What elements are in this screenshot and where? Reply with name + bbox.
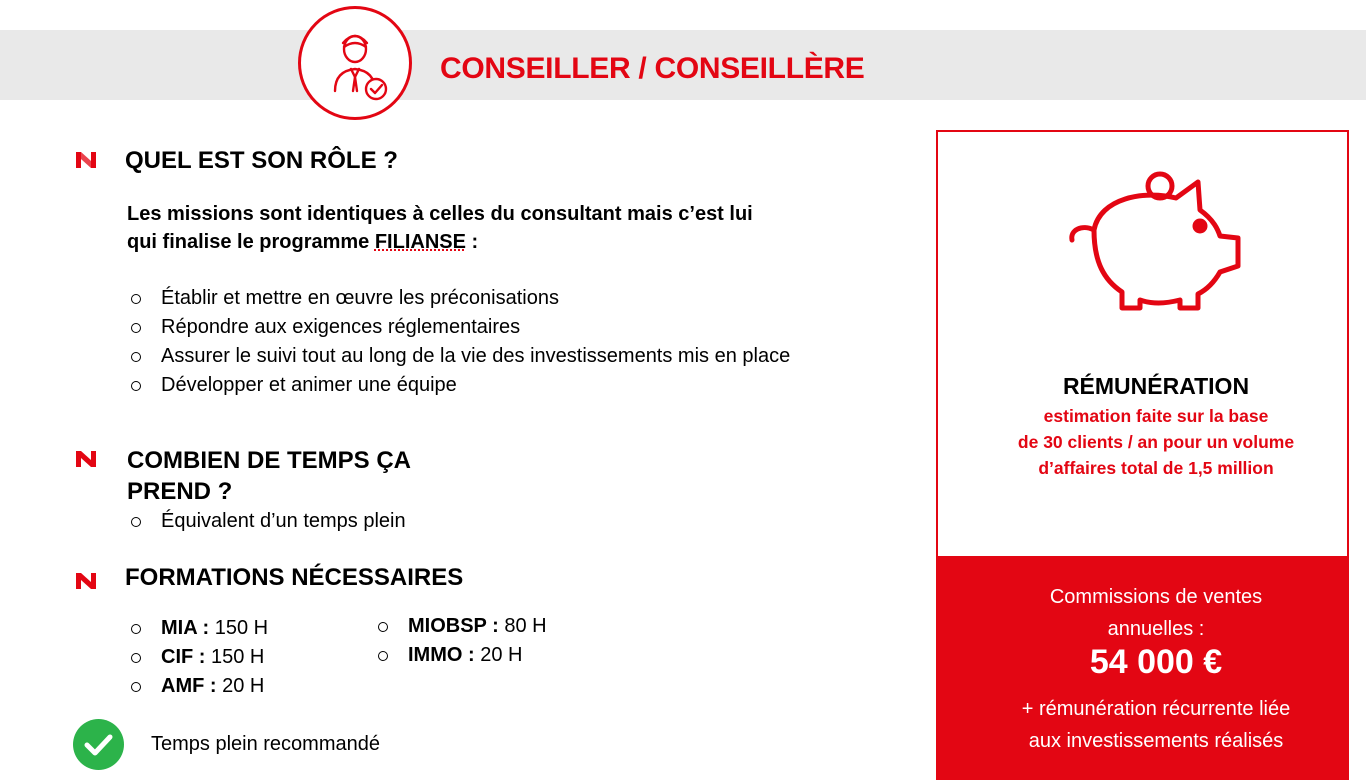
training-name: MIOBSP : [408, 615, 499, 637]
commission-amount: 54 000 € [1089, 643, 1223, 681]
filianse-term: FILIANSE [374, 231, 466, 253]
subtitle-line: estimation faite sur la base [1043, 406, 1269, 426]
training-name: IMMO : [408, 644, 475, 666]
role-intro-line1: Les missions sont identiques à celles du consultant mais c’est lui [127, 203, 753, 225]
n-logo-icon [74, 150, 98, 170]
training-hours: 20 H [474, 644, 523, 666]
role-intro-line2 [127, 228, 927, 256]
training-hours: 150 H [205, 646, 265, 668]
role-list [127, 284, 790, 400]
list-item: Répondre aux exigences réglementaires [127, 313, 790, 342]
list-item: Établir et mettre en œuvre les préconisations [127, 284, 790, 313]
subtitle-line: de 30 clients / an pour un volume [1017, 432, 1295, 452]
training-hours: 150 H [209, 617, 269, 639]
list-item: Développer et animer une équipe [127, 371, 790, 400]
subtitle-line: d’affaires total de 1,5 million [1038, 458, 1274, 478]
commission-line: Commissions de ventes [1049, 586, 1263, 608]
heading-line: PREND ? [127, 478, 233, 505]
check-icon [73, 719, 124, 770]
intro-colon: : [465, 231, 479, 253]
list-item: Équivalent d’un temps plein [127, 507, 406, 536]
recurring-line: + rémunération récurrente liée [1021, 698, 1291, 720]
training-hours: 80 H [498, 615, 547, 637]
recommendation-text: Temps plein recommandé [151, 733, 380, 755]
training-item [127, 672, 268, 701]
training-hours: 20 H [216, 675, 265, 697]
commission-label [936, 581, 1366, 645]
role-intro [127, 200, 927, 256]
training-item [374, 612, 547, 641]
remuneration-title: RÉMUNÉRATION [1062, 373, 1250, 399]
section-heading-time [127, 445, 411, 507]
remuneration-subtitle [966, 403, 1346, 481]
trainings-list-col1 [127, 614, 268, 701]
heading-line: COMBIEN DE TEMPS ÇA [127, 447, 412, 474]
piggy-bank-icon [1052, 168, 1252, 318]
training-item [127, 643, 268, 672]
n-logo-icon [74, 571, 98, 591]
training-name: AMF : [161, 675, 217, 697]
advisor-badge-icon [298, 6, 412, 120]
training-name: CIF : [161, 646, 206, 668]
page-title: CONSEILLER / CONSEILLÈRE [440, 52, 865, 85]
section-heading-role: QUEL EST SON RÔLE ? [125, 147, 398, 174]
time-list [127, 507, 406, 536]
training-name: MIA : [161, 617, 210, 639]
recurring-line: aux investissements réalisés [1028, 730, 1284, 752]
section-heading-trainings: FORMATIONS NÉCESSAIRES [125, 564, 464, 591]
trainings-list-col2 [374, 612, 547, 670]
commission-box [936, 557, 1349, 780]
training-item [127, 614, 268, 643]
recurring-remuneration [936, 693, 1366, 757]
n-logo-icon [74, 449, 98, 469]
list-item: Assurer le suivi tout au long de la vie des investissements mis en place [127, 342, 790, 371]
commission-line: annuelles : [1107, 618, 1205, 640]
intro-text: qui finalise le programme [127, 231, 375, 253]
training-item [374, 641, 547, 670]
